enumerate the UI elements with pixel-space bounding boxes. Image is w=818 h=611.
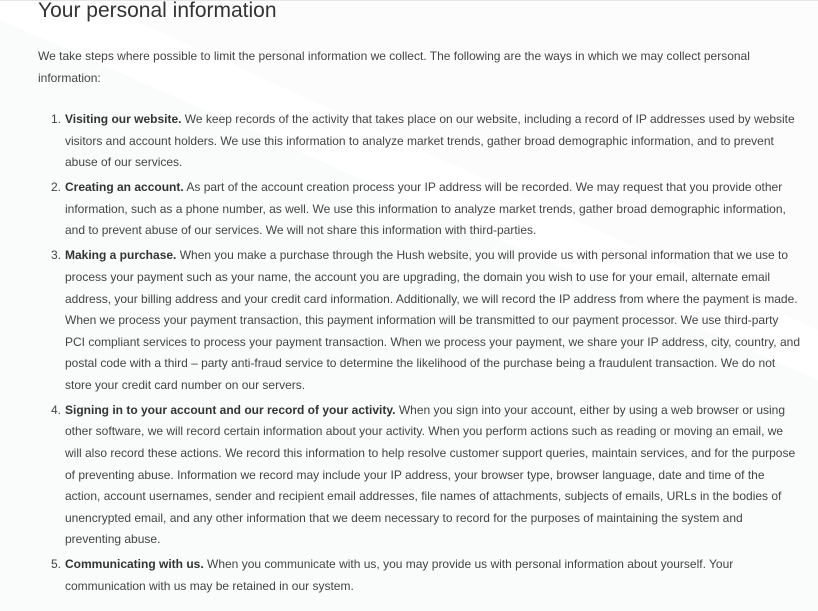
- list-item: [38, 109, 800, 174]
- intro-paragraph: We take steps where possible to limit the personal information we collect. The following are the ways in which we may collect personal information:: [38, 49, 750, 85]
- list-item-title: Communicating with us.: [65, 557, 204, 572]
- list-item-number: 4.: [51, 402, 62, 417]
- list-item-number: 2.: [51, 180, 62, 195]
- collection-ways-list: [38, 109, 800, 601]
- section-title: Your personal information: [38, 0, 277, 22]
- list-item-text: When you make a purchase through the Hush website, you will provide us with personal information that we use to process your payment such as your name, the account you are upgrading, the domain you wish to use for your email, alternate email address, your billing address and your credit card information. Additionally, we will record the IP address from where the payment is made. When we process your payment transaction, this payment information will be transmitted to our payment processor. We use third-party PCI compliant services to process your payment transaction. When we process your payment, we share your IP address, city, country, and postal code with a third – party anti-fraud service to determine the likelihood of the purchase being a fraudulent transaction. We do not store your credit card number on our servers.: [65, 248, 800, 392]
- list-item-text: As part of the account creation process your IP address will be recorded. We may request that you provide other information, such as a phone number, as well. We use this information to analyze market trends, gather broad demographic information, and to prevent abuse of our services. We will not share this information with third-parties.: [65, 180, 786, 238]
- list-item-text: We keep records of the activity that takes place on our website, including a record of IP addresses used by website visitors and account holders. We use this information to analyze market trends, gather broad demographic information, and to prevent abuse of our services.: [65, 112, 795, 170]
- list-item: [38, 554, 800, 597]
- list-item-title: Visiting our website.: [65, 112, 182, 126]
- list-item: [38, 177, 800, 242]
- list-item-number: 5.: [51, 557, 62, 572]
- list-item: [38, 400, 800, 551]
- list-item-title: Creating an account.: [65, 180, 184, 195]
- list-item-title: Signing in to your account and our record of your activity.: [65, 402, 396, 417]
- list-item-number: 3.: [51, 248, 62, 263]
- list-item-title: Making a purchase.: [65, 248, 177, 263]
- list-item: [38, 245, 800, 396]
- list-item-text: When you communicate with us, you may provide us with personal information about yourself. Your communication with us may be retained in our system.: [65, 557, 734, 594]
- list-item-number: 1.: [51, 112, 62, 126]
- list-item-text: When you sign into your account, either by using a web browser or using other software, we will record certain information about your activity. When you perform actions such as reading or moving an email, we will also record these actions. We record this information to help resolve customer support queries, maintain services, and for the purpose of preventing abuse. Information we record may include your IP address, your browser type, browser language, date and time of the action, account usernames, sender and recipient email addresses, file names of attachments, subjects of emails, URLs in the bodies of unencrypted email, and any other information that we deem necessary to record for the purposes of maintaining the system and preventing abuse.: [65, 402, 796, 547]
